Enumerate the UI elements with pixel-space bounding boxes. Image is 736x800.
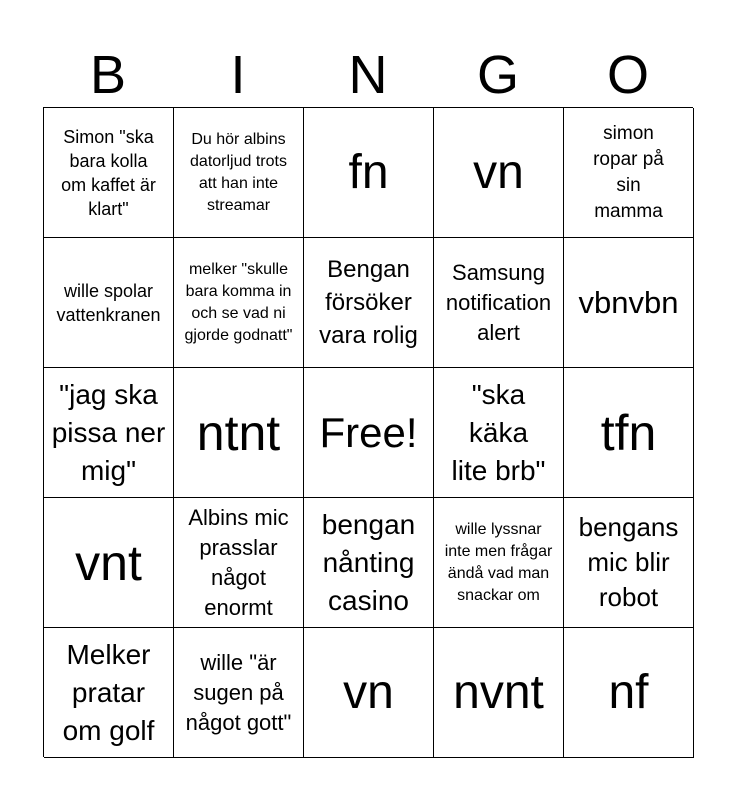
bingo-cell[interactable] [304, 628, 434, 758]
bingo-header [43, 40, 693, 110]
bingo-cell[interactable] [174, 628, 304, 758]
cell-text: Melker pratar om golf [62, 638, 155, 746]
cell-text: "ska käka lite brb" [451, 378, 546, 486]
bingo-cell[interactable] [564, 498, 694, 628]
bingo-board [43, 107, 693, 757]
cell-text: nvnt [453, 665, 544, 719]
bingo-cell[interactable] [174, 498, 304, 628]
header-letter-b: B [89, 45, 127, 105]
cell-text: fn [348, 145, 389, 199]
bingo-cell[interactable] [44, 238, 174, 368]
header-letter-i: I [230, 45, 246, 105]
bingo-cell[interactable] [44, 368, 174, 498]
bingo-cell[interactable] [174, 108, 304, 238]
header-letter-n: N [348, 45, 388, 105]
header-letter-o: O [606, 45, 649, 105]
bingo-cell[interactable] [434, 238, 564, 368]
bingo-cell[interactable] [564, 108, 694, 238]
bingo-cell[interactable] [434, 498, 564, 628]
bingo-cell[interactable] [564, 238, 694, 368]
bingo-cell[interactable] [174, 368, 304, 498]
bingo-cell[interactable] [44, 498, 174, 628]
cell-text: Bengan försöker vara rolig [319, 256, 418, 349]
cell-text: vn [343, 665, 394, 719]
cell-text: simon ropar på sin mamma [593, 122, 664, 222]
header-letter-g: G [476, 45, 519, 105]
free-cell[interactable] [304, 368, 434, 498]
cell-text: Free! [319, 408, 418, 456]
cell-text: wille spolar vattenkranen [56, 280, 161, 325]
cell-text: ntnt [196, 404, 281, 461]
cell-text: wille "är sugen på något gott" [185, 649, 292, 735]
cell-text: Albins mic prasslar något enormt [188, 504, 289, 620]
bingo-cell[interactable] [304, 498, 434, 628]
bingo-cell[interactable] [44, 108, 174, 238]
bingo-cell[interactable] [434, 108, 564, 238]
cell-text: "jag ska pissa ner mig" [51, 378, 166, 486]
cell-text: wille lyssnar inte men frågar ändå vad man snackar om [444, 520, 553, 604]
cell-text: Samsung notification alert [445, 259, 552, 345]
cell-text: vn [473, 145, 524, 199]
bingo-cell[interactable] [304, 108, 434, 238]
bingo-cell[interactable] [174, 238, 304, 368]
cell-text: bengan nånting casino [321, 508, 416, 616]
bingo-cell[interactable] [434, 628, 564, 758]
bingo-cell[interactable] [564, 368, 694, 498]
bingo-cell[interactable] [304, 238, 434, 368]
bingo-cell[interactable] [44, 628, 174, 758]
cell-text: vbnvbn [578, 284, 679, 320]
cell-text: tfn [600, 404, 657, 461]
cell-text: bengans mic blir robot [578, 512, 679, 612]
bingo-cell[interactable] [434, 368, 564, 498]
cell-text: Simon "ska bara kolla om kaffet är klart" [61, 126, 156, 219]
cell-text: vnt [75, 534, 142, 591]
cell-text: melker "skulle bara komma in och se vad ni gjorde godnatt" [184, 260, 293, 344]
cell-text: nf [608, 665, 649, 719]
cell-text: Du hör albins datorljud trots att han inte streamar [190, 130, 287, 214]
bingo-cell[interactable] [564, 628, 694, 758]
